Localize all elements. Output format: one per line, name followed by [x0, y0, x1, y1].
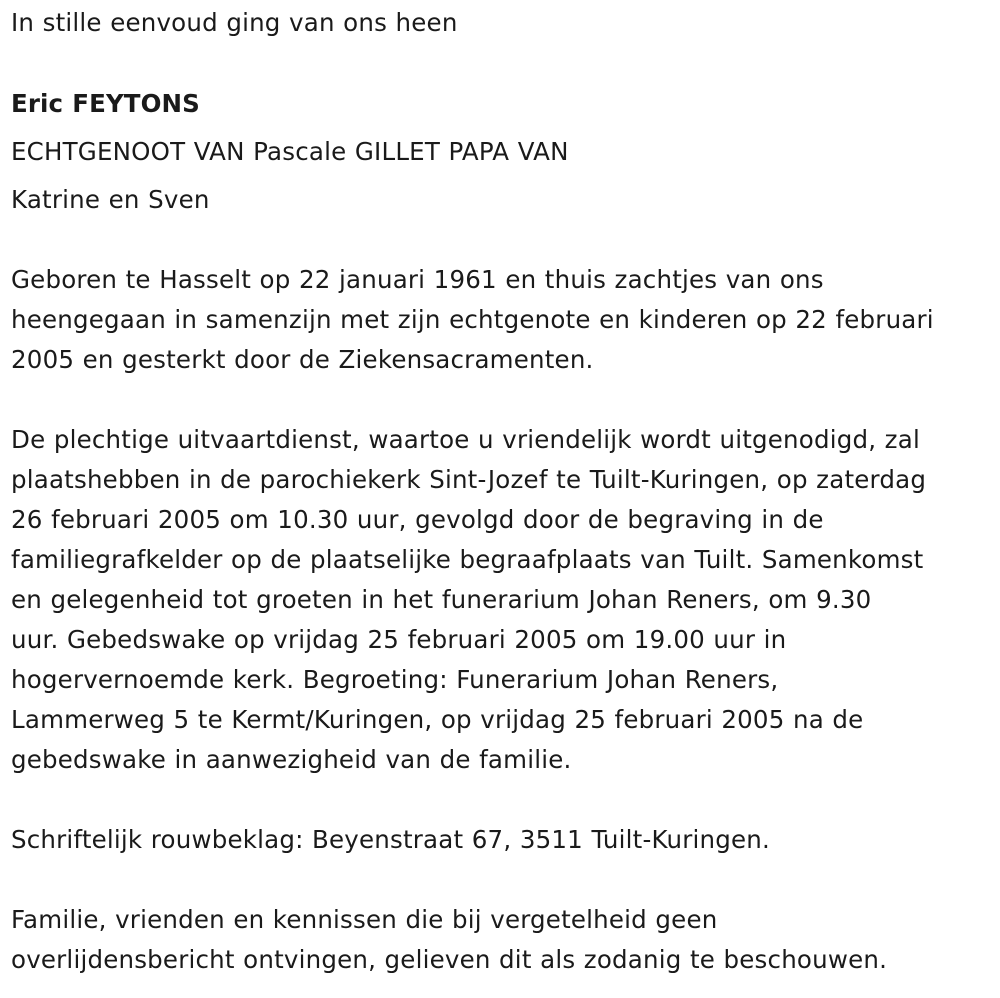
funeral-line-9: gebedswake in aanwezigheid van de familie. — [11, 745, 572, 774]
relations-line-1: ECHTGENOOT VAN Pascale GILLET PAPA VAN — [11, 137, 569, 166]
intro-line: In stille eenvoud ging van ons heen — [11, 8, 458, 37]
deceased-name: Eric FEYTONS — [11, 89, 200, 118]
funeral-line-1: De plechtige uitvaartdienst, waartoe u vriendelijk wordt uitgenodigd, zal — [11, 425, 920, 454]
funeral-line-7: hogervernoemde kerk. Begroeting: Funerarium Johan Reners, — [11, 665, 779, 694]
funeral-line-4: familiegrafkelder op de plaatselijke begraafplaats van Tuilt. Samenkomst — [11, 545, 924, 574]
funeral-line-6: uur. Gebedswake op vrijdag 25 februari 2005 om 19.00 uur in — [11, 625, 787, 654]
birth-line-3: 2005 en gesterkt door de Ziekensacramenten. — [11, 345, 594, 374]
birth-line-1: Geboren te Hasselt op 22 januari 1961 en thuis zachtjes van ons — [11, 265, 824, 294]
closing-line-1: Familie, vrienden en kennissen die bij vergetelheid geen — [11, 905, 718, 934]
condolence-address: Schriftelijk rouwbeklag: Beyenstraat 67, 3511 Tuilt-Kuringen. — [11, 825, 771, 854]
birth-line-2: heengegaan in samenzijn met zijn echtgenote en kinderen op 22 februari — [11, 305, 934, 334]
closing-line-2: overlijdensbericht ontvingen, gelieven dit als zodanig te beschouwen. — [11, 945, 888, 974]
funeral-line-5: en gelegenheid tot groeten in het funerarium Johan Reners, om 9.30 — [11, 585, 872, 614]
funeral-line-2: plaatshebben in de parochiekerk Sint-Jozef te Tuilt-Kuringen, op zaterdag — [11, 465, 927, 494]
funeral-line-8: Lammerweg 5 te Kermt/Kuringen, op vrijdag 25 februari 2005 na de — [11, 705, 864, 734]
funeral-line-3: 26 februari 2005 om 10.30 uur, gevolgd door de begraving in de — [11, 505, 824, 534]
relations-line-2: Katrine en Sven — [11, 185, 210, 214]
